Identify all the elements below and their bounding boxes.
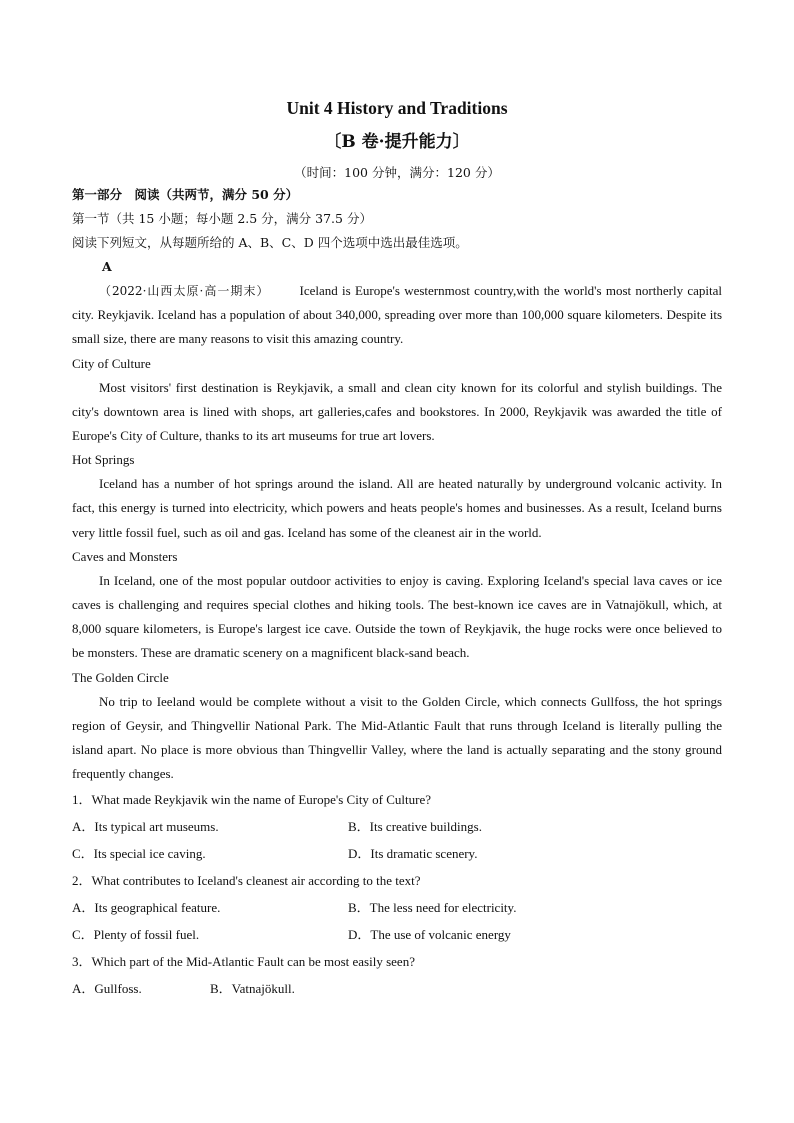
document-page: [72, 95, 722, 1002]
option-a[interactable]: A．Its geographical feature.: [72, 900, 221, 916]
question-stem: 2．What contributes to Iceland's cleanest air according to the text?: [72, 873, 421, 889]
question-stem: 1．What made Reykjavik win the name of Europe's City of Culture?: [72, 792, 432, 808]
time-info: （时间：100 分钟，满分：120 分）: [294, 165, 500, 180]
document-title: Unit 4 History and Traditions: [286, 98, 508, 118]
passage-intro-text: Iceland is Europe's westernmost country,with the world's most northerly capital city. Reykjavik. Iceland has a population of about 340,000, spreading over more than 100,000 square kilometers. Despite its small size, there are many reasons to visit this amazing country.: [72, 283, 722, 347]
question-stem: 3．Which part of the Mid-Atlantic Fault can be most easily seen?: [72, 954, 415, 970]
part-title: 第一部分 阅读（共两节，满分 50 分）: [72, 187, 299, 202]
section-heading: City of Culture: [72, 355, 151, 371]
passage-source: （2022·山西太原·高一期末）: [99, 284, 270, 298]
option-row: [72, 894, 722, 921]
option-b[interactable]: B．Its creative buildings.: [348, 819, 482, 835]
section-heading: The Golden Circle: [72, 669, 169, 685]
option-c[interactable]: C．Plenty of fossil fuel.: [72, 927, 200, 943]
option-c[interactable]: C．Its special ice caving.: [72, 846, 206, 862]
passage-label: A: [102, 259, 112, 274]
instruction: 阅读下列短文，从每题所给的 A、B、C、D 四个选项中选出最佳选项。: [72, 235, 468, 250]
option-d[interactable]: D．Its dramatic scenery.: [348, 846, 478, 862]
section-heading: Caves and Monsters: [72, 548, 178, 564]
option-a[interactable]: A．Gullfoss.: [72, 981, 142, 997]
section-heading: Hot Springs: [72, 452, 135, 468]
document-subtitle: 〔B 卷·提升能力〕: [324, 132, 470, 152]
section-text: No trip to Ieeland would be complete without a visit to the Golden Circle, which connects Gullfoss, the hot springs region of Geysir, and Thingvellir National Park. The Mid-Atlantic Fault that runs through Iceland is literally pulling the island apart. No place is more obvious than Thingvellir Valley, where the land is actually separating and the stony ground frequently changes.: [72, 693, 722, 782]
option-row: [72, 840, 722, 867]
option-row: [72, 975, 722, 1002]
option-b[interactable]: B．Vatnajökull.: [210, 981, 295, 997]
subsection-title: 第一节（共 15 小题；每小题 2.5 分，满分 37.5 分）: [72, 211, 372, 226]
option-d[interactable]: D．The use of volcanic energy: [348, 927, 511, 943]
option-b[interactable]: B．The less need for electricity.: [348, 900, 517, 916]
option-row: [72, 813, 722, 840]
section-text: In Iceland, one of the most popular outdoor activities to enjoy is caving. Exploring Iceland's special lava caves or ice caves is challenging and requires special clothes and hiking tools. The best-known ice caves are in Vatnajökull, which, at 8,000 square kilometers, is Europe's largest ice cave. Outside the town of Reykjavik, the huge rocks were once believed to be monsters. These are dramatic scenery on a magnificent black-sand beach.: [72, 572, 722, 661]
option-row: [72, 921, 722, 948]
section-text: Iceland has a number of hot springs around the island. All are heated naturally by underground volcanic activity. In fact, this energy is turned into electricity, which powers and heats people's homes and businesses. As a result, Iceland burns very little fossil fuel, such as oil and gas. Iceland has some of the cleanest air in the world.: [72, 476, 722, 540]
passage-intro: [72, 279, 722, 352]
section-text: Most visitors' first destination is Reykjavik, a small and clean city known for its colorful and stylish buildings. The city's downtown area is lined with shops, art galleries,cafes and bookstores. In 2000, Reykjavik was awarded the title of Europe's City of Culture, thanks to its art museums for true art lovers.: [72, 379, 722, 444]
option-a[interactable]: A．Its typical art museums.: [72, 819, 219, 835]
